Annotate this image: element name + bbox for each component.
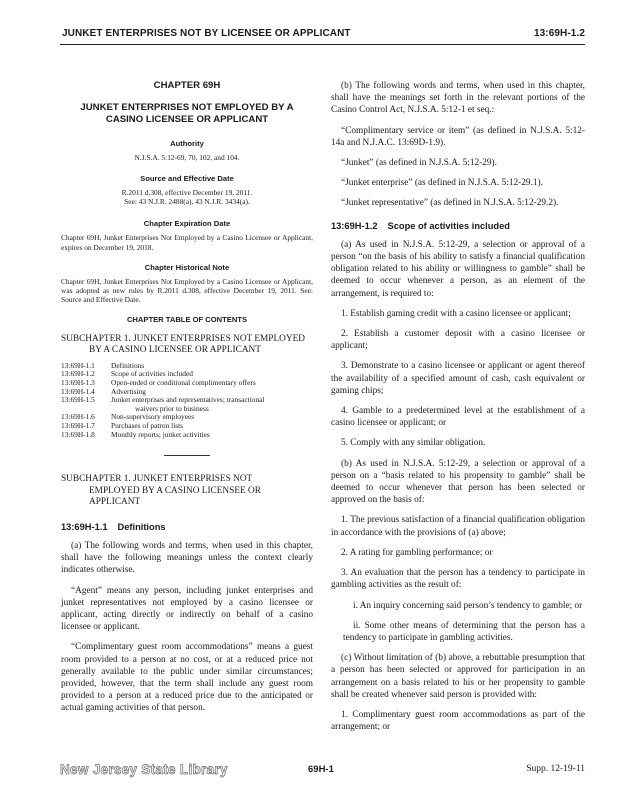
section-title: Definitions — [117, 521, 166, 532]
chapter-title-line-1: JUNKET ENTERPRISES NOT EMPLOYED BY A — [80, 102, 294, 114]
supplement-date: Supp. 12-19-11 — [526, 764, 585, 774]
divider — [164, 455, 210, 456]
running-header-section: 13:69H-1.2 — [533, 28, 585, 39]
subchapter-line-1: SUBCHAPTER 1. JUNKET ENTERPRISES NOT — [61, 474, 253, 485]
toc-row: 13:69H-1.4 Advertising — [61, 386, 146, 396]
list-item: 1. The previous satisfaction of a financial qualification obligation in accordance with the provisions of (a) above; — [331, 515, 585, 538]
list-item: 1. Establish gaming credit with a casino licensee or applicant; — [341, 308, 571, 319]
toc-row: 13:69H-1.2 Scope of activities included — [61, 369, 193, 379]
toc-row: 13:69H-1.5 Junket enterprises and representatives; transactional waivers prior to business — [61, 395, 265, 413]
subchapter-line-2: EMPLOYED BY A CASINO LICENSEE OR — [89, 485, 261, 496]
source-heading: Source and Effective Date — [140, 173, 234, 183]
paragraph: (c) Without limitation of (b) above, a rebuttable presumption that a person has been selected or approved for participation in an arrangement on a basis related to his or her propensity to gamble shall be created whenever said person is provided with: — [331, 653, 585, 700]
right-column — [331, 80, 585, 741]
chapter-label: CHAPTER 69H — [153, 80, 221, 91]
library-stamp: New Jersey State Library — [60, 762, 228, 777]
history-text: Chapter 69H, Junket Enterprises Not Employed by a Casino Licensee or Applicant, was adopted as new rules by R.2011 d.308, effective December 19, 2011. See: Source and Effective Date. — [61, 277, 313, 305]
section-heading-scope — [331, 220, 585, 232]
running-header-title: JUNKET ENTERPRISES NOT BY LICENSEE OR APPLICANT — [62, 28, 351, 39]
list-item: 2. Establish a customer deposit with a casino licensee or applicant; — [331, 329, 585, 352]
list-item: 3. An evaluation that the person has a tendency to participate in gambling activities as the result of: — [331, 568, 585, 591]
section-number: 13:69H-1.1 — [61, 521, 108, 532]
list-item: 1. Complimentary guest room accommodations as part of the arrangement; or — [331, 709, 585, 733]
toc-subchapter-line-2: BY A CASINO LICENSEE OR APPLICANT — [89, 344, 261, 355]
running-header — [62, 28, 585, 44]
section-number: 13:69H-1.2 — [331, 220, 378, 231]
paragraph: (b) As used in N.J.S.A. 5:12-29, a selection or approval of a person on a “basis related to his propensity to gamble” shall be deemed to occur whenever that person has been selected or approved on the basis of: — [331, 458, 585, 506]
paragraph: (b) The following words and terms, when used in this chapter, shall have the meanings set forth in the relevant portions of the Casino Control Act, N.J.S.A. 5:12-1 et seq.: — [331, 81, 585, 116]
chapter-title-line-2: CASINO LICENSEE OR APPLICANT — [105, 114, 269, 126]
list-item: 2. A rating for gambling performance; or — [341, 547, 493, 558]
sub-list-item: ii. Some other means of determining that the person has a tendency to participate in gambling activities. — [343, 620, 585, 643]
toc-row: 13:69H-1.7 Purchases of patron lists — [61, 421, 184, 430]
subchapter-line-3: APPLICANT — [89, 497, 141, 508]
section-heading-definitions — [61, 521, 313, 533]
left-column — [61, 80, 313, 723]
term-definition: “Junket” (as defined in N.J.S.A. 5:12-29). — [341, 158, 497, 169]
term-definition: “Junket enterprise” (as defined in N.J.S.A. 5:12-29.1). — [341, 178, 543, 189]
header-rule — [60, 44, 585, 45]
history-heading: Chapter Historical Note — [144, 262, 230, 272]
list-item: 3. Demonstrate to a casino licensee or applicant or agent thereof the availability of a specified amount of cash, cash equivalent or gaming chips; — [331, 361, 585, 396]
toc-subchapter-line-1: SUBCHAPTER 1. JUNKET ENTERPRISES NOT EMPLOYED — [61, 333, 305, 344]
toc-row: 13:69H-1.3 Open-ended or conditional complimentary offers — [61, 378, 256, 388]
toc-heading: CHAPTER TABLE OF CONTENTS — [126, 314, 248, 324]
toc-subchapter-title — [61, 334, 313, 356]
term-definition: “Junket representative” (as defined in N.J.S.A. 5:12-29.2). — [341, 198, 559, 209]
list-item: 4. Gamble to a predetermined level at the establishment of a casino licensee or applicant; or — [331, 406, 585, 429]
definition-guest-room: “Complimentary guest room accommodations” means a guest room provided to a person at no cost, or at a reduced price not generally available to the public under similar circumstances; provided, however, that the term shall include any guest room provided to a person at a reduced price due to the anticipated or actual gaming activities of that person. — [61, 642, 313, 714]
toc-row: 13:69H-1.6 Non-supervisory employees — [61, 412, 195, 422]
term-definition: “Complimentary service or item” (as defined in N.J.S.A. 5:12-14a and N.J.A.C. 13:69D-1.9). — [331, 125, 585, 148]
paragraph: (a) As used in N.J.S.A. 5:12-29, a selection or approval of a person “on the basis of his ability to satisfy a financial qualification obligation related to his ability or willingness to gamble” shall be deemed to occur whenever a person, as an element of the arrangement, is required to: — [331, 239, 585, 299]
chapter-title — [61, 102, 313, 126]
authority-heading: Authority — [170, 139, 204, 149]
toc-row: 13:69H-1.8 Monthly reports; junket activities — [61, 429, 210, 439]
definition-agent: “Agent” means any person, including junket enterprises and junket representatives not employed by a casino licensee or applicant, acting directly or indirectly on behalf of a casino licensee or applicant. — [61, 585, 313, 633]
toc-row: 13:69H-1.1 Definitions — [61, 360, 145, 370]
subchapter-title — [61, 474, 313, 509]
expiration-text: Chapter 69H, Junket Enterprises Not Employed by a Casino Licensee or Applicant, expires on December 19, 2018. — [61, 233, 313, 252]
source-line-2: See: 43 N.J.R. 2488(a), 43 N.J.R. 3434(a). — [124, 197, 250, 207]
page-footer — [60, 764, 585, 780]
sub-list-item: i. An inquiry concerning said person’s tendency to gamble; or — [353, 600, 583, 611]
section-title: Scope of activities included — [387, 220, 510, 231]
table-of-contents — [61, 362, 265, 439]
expiration-heading: Chapter Expiration Date — [143, 219, 231, 229]
page-number: 69H-1 — [308, 764, 334, 775]
source-text — [61, 188, 313, 206]
list-item: 5. Comply with any similar obligation. — [341, 438, 486, 449]
paragraph: (a) The following words and terms, when used in this chapter, shall have the following meanings unless the context clearly indicates otherwise. — [61, 540, 313, 576]
authority-text: N.J.S.A. 5:12-69, 70, 102, and 104. — [134, 153, 240, 163]
source-line-1: R.2011 d.308, effective December 19, 2011. — [121, 187, 253, 197]
